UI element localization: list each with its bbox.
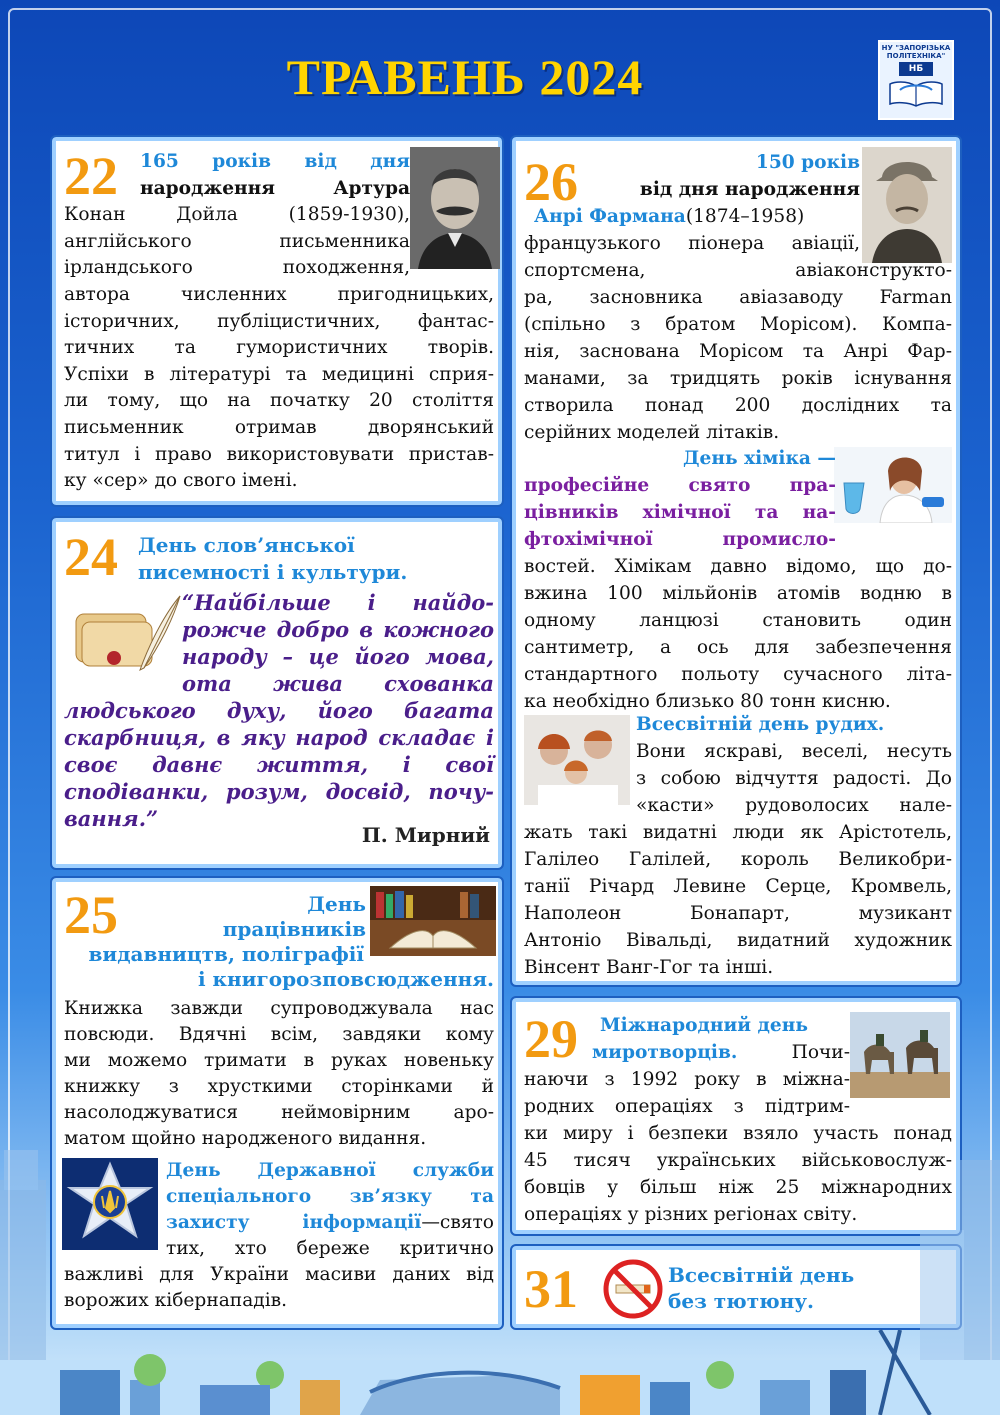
quote-line: рожче добро в кожного xyxy=(182,617,494,642)
day-number: 31 xyxy=(524,1259,578,1319)
line: народження Артура xyxy=(140,177,410,199)
line: востей. Хімікам давно відомо, що до- xyxy=(524,556,952,577)
line: сантиметр, а ось для забезпечення xyxy=(524,637,952,658)
library-logo xyxy=(878,40,954,120)
line: серійних моделей літаків. xyxy=(524,422,780,443)
section-title: Всесвітній день рудих. xyxy=(636,714,885,735)
quote-line: сподіванки, розум, досвід, почу- xyxy=(64,779,494,804)
line: письменник отримав дворянський xyxy=(64,416,494,438)
line: Книжка завжди супроводжувала нас xyxy=(64,998,494,1019)
line: стандартного польоту сучасного літа- xyxy=(524,664,952,685)
heading-line: День xyxy=(307,892,366,916)
line: ки миру і безпеки взяло участь понад xyxy=(524,1123,952,1144)
card-day-26 xyxy=(512,137,960,985)
line: французького піонера авіації, xyxy=(524,233,860,254)
line: ли тому, що на початку 20 століття xyxy=(64,390,494,412)
line: титул і право використовувати пристав- xyxy=(64,443,494,465)
line: автора численних пригодницьких, xyxy=(64,283,494,305)
quote-line: скарбниця, в яку народ складає і xyxy=(64,725,494,750)
line: ка необхідно близько 80 тонн кисню. xyxy=(524,691,891,712)
quote-line: ота жива схованка xyxy=(182,671,494,696)
line: Почи- xyxy=(791,1042,850,1063)
card-29-text xyxy=(524,1009,952,1228)
card-day-22 xyxy=(52,137,502,505)
line: «касти» рудоволосих нале- xyxy=(636,795,952,816)
line: ворожих кібернападів. xyxy=(64,1290,288,1311)
line: Вони яскраві, веселі, несуть xyxy=(636,741,952,762)
line: створила понад 200 дослідних та xyxy=(524,395,952,416)
heading-line: писемності і культури. xyxy=(138,560,408,584)
card-day-31 xyxy=(512,1246,960,1328)
day-number: 22 xyxy=(64,146,118,206)
logo-badge: НБ xyxy=(899,62,933,76)
line: одному ланцюзі становить один xyxy=(524,610,952,631)
heading-line: День Державної служби xyxy=(166,1160,494,1181)
line: Вінсент Ванг-Гог та інші. xyxy=(524,957,774,978)
heading-line: Всесвітній день xyxy=(668,1263,855,1287)
line: ра, засновника авіазаводу Farman xyxy=(524,287,952,308)
line: фтохімічної промисло- xyxy=(524,529,836,550)
line: бовців у більш ніж 25 міжнародних xyxy=(524,1177,952,1198)
line: ми можемо тримати в руках новеньку xyxy=(64,1050,494,1071)
logo-text: НУ "ЗАПОРІЗЬКА ПОЛІТЕХНІКА" xyxy=(881,44,951,60)
person-name: Анрі Фармана xyxy=(534,206,686,227)
line: 45 тисяч українських військовослуж- xyxy=(524,1150,952,1171)
heading-line: спеціального зв’язку та xyxy=(166,1186,494,1207)
heading-line: захисту інформації xyxy=(166,1212,422,1233)
line: спортсмена, авіаконструкто- xyxy=(524,260,952,281)
card-31-heading xyxy=(668,1262,928,1314)
day-number: 25 xyxy=(64,885,118,945)
line: повсюди. Вдячні всім, завдяки кому xyxy=(64,1024,494,1045)
heading-line: День слов’янської xyxy=(138,533,355,557)
line: англійського письменника xyxy=(64,230,410,252)
card-26-text xyxy=(524,149,952,446)
line: ку «сер» до свого імені. xyxy=(64,470,298,492)
anniversary-label: 150 років xyxy=(755,152,860,173)
quote-author: П. Мирний xyxy=(361,823,490,847)
chemist-day-section xyxy=(524,445,952,715)
card-24-quote xyxy=(64,589,494,832)
anniversary-label: 165 років від дня xyxy=(140,151,410,172)
quote-line: “Найбільше і найдо- xyxy=(182,590,494,615)
heading-line: видавництв, поліграфії xyxy=(88,942,364,966)
heading-line: Міжнародний день xyxy=(600,1015,808,1036)
card-25-text xyxy=(64,996,494,1152)
line: історичних, публіцистичних, фантас- xyxy=(64,310,494,332)
quote-line: народу – це його мова, xyxy=(182,644,494,669)
card-day-25 xyxy=(52,878,502,1328)
line: операціях у різних регіонах світу. xyxy=(524,1204,858,1225)
open-book-icon xyxy=(886,78,946,108)
line: цівників хімічної та на- xyxy=(524,502,836,523)
line: Конан Дойла (1859-1930), xyxy=(64,204,410,226)
line: Успіхи в літературі та медицині сприя- xyxy=(64,363,494,385)
heading-line: миротворців. xyxy=(592,1042,738,1063)
line: —свято xyxy=(421,1212,494,1233)
quote-line: людського духу, його багата xyxy=(64,698,494,723)
line: важливі для України масиви даних від xyxy=(64,1264,494,1285)
day-number: 29 xyxy=(524,1009,578,1069)
day-number: 24 xyxy=(64,527,118,587)
quote-line: вання.” xyxy=(64,806,159,831)
section-title: День хіміка — xyxy=(683,448,836,469)
card-day-24 xyxy=(52,518,502,868)
line: ірландського походження, xyxy=(64,257,410,279)
card-25-heading xyxy=(64,892,494,992)
line: від дня народження xyxy=(639,179,860,200)
no-smoking-icon xyxy=(602,1258,664,1320)
quote-line: своє давнє життя, і свої xyxy=(64,752,494,777)
line: Наполеон Бонапарт, музикант xyxy=(524,903,952,924)
line: манами, за тридцять років існування xyxy=(524,368,952,389)
line: з собою відчуття радості. До xyxy=(636,768,952,789)
day-number: 26 xyxy=(524,152,578,212)
card-day-29 xyxy=(512,998,960,1234)
line: професійне свято пра- xyxy=(524,475,836,496)
card-25-subsection xyxy=(64,1158,494,1314)
line: насолоджуватися неймовірним аро- xyxy=(64,1102,494,1123)
line: Антоніо Вівальді, видатний художник xyxy=(524,930,952,951)
card-22-text xyxy=(64,146,494,495)
line: наючи з 1992 року в міжна- xyxy=(524,1069,850,1090)
line: тих, хто береже критично xyxy=(166,1238,494,1259)
line: (спільно з братом Морісом). Компа- xyxy=(524,314,952,335)
heading-line: і книгорозповсюдження. xyxy=(198,967,494,991)
line: Галілео Галілей, король Великобри- xyxy=(524,849,952,870)
line: танії Річард Левине Серце, Кромвель, xyxy=(524,876,952,897)
line: тичних та гумористичних творів. xyxy=(64,337,494,359)
line: (1874–1958) xyxy=(685,206,805,227)
line: родних операціях з підтрим- xyxy=(524,1096,850,1117)
redhead-day-section xyxy=(524,711,952,981)
line: жать такі видатні люди як Арістотель, xyxy=(524,822,952,843)
heading-line: без тютюну. xyxy=(668,1289,814,1313)
line: вжина 100 мільйонів атомів водню в xyxy=(524,583,952,604)
heading-line: працівників xyxy=(222,917,366,941)
page-title: ТРАВЕНЬ 2024 xyxy=(286,49,644,105)
line: нія, заснована Морісом та Анрі Фар- xyxy=(524,341,952,362)
card-24-heading xyxy=(138,532,458,586)
line: матом щойно народженого видання. xyxy=(64,1128,427,1149)
line: книжку з хрусткими сторінками й xyxy=(64,1076,494,1097)
